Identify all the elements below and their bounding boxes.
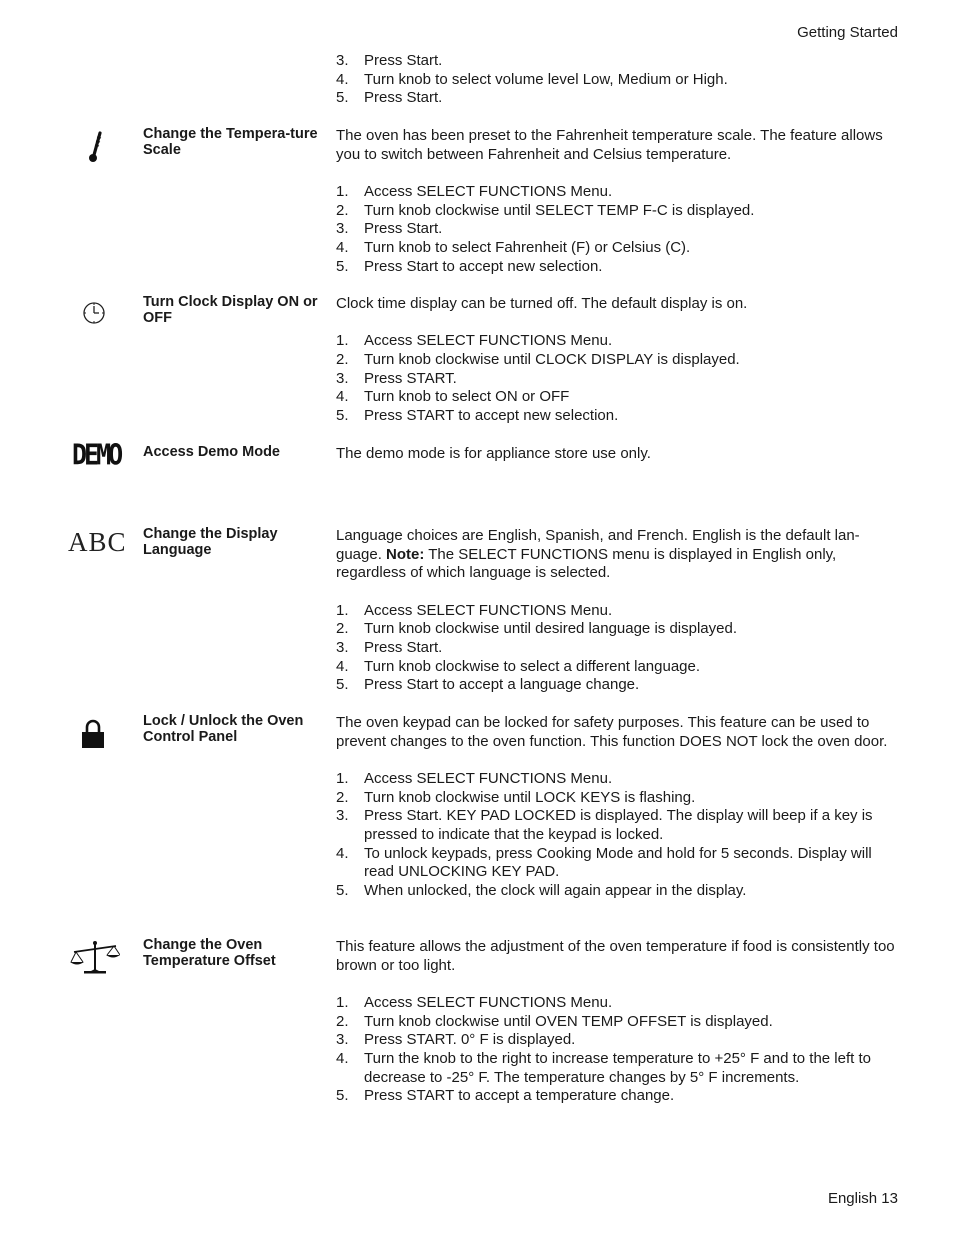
step-list <box>336 770 898 901</box>
step-text: Press START to accept new selection. <box>364 407 619 425</box>
clock-icon <box>82 301 106 325</box>
step-text: Press Start. <box>364 52 443 69</box>
step-item <box>336 370 898 389</box>
step-number: 5. <box>336 407 349 425</box>
step-number: 1. <box>336 769 349 787</box>
step-number: 2. <box>336 350 349 368</box>
step-text: Turn knob clockwise until CLOCK DISPLAY is displayed. <box>364 350 740 368</box>
section-title: Turn Clock Display ON or OFF <box>143 294 318 326</box>
step-item <box>336 807 898 844</box>
step-item <box>336 351 898 370</box>
step-text: Access SELECT FUNCTIONS Menu. <box>364 332 613 350</box>
step-text: Turn knob to select volume level Low, Medium or High. <box>364 70 728 88</box>
step-text: Turn knob clockwise until desired language is displayed. <box>364 620 737 638</box>
step-item <box>336 845 898 882</box>
step-number: 2. <box>336 788 349 806</box>
step-list <box>336 602 898 696</box>
intro-text-b: The SELECT FUNCTIONS menu is displayed in English only, regardless of which language is selected. <box>336 545 837 582</box>
step-number: 1. <box>336 332 349 350</box>
section-intro: Clock time display can be turned off. The default display is on. <box>336 295 748 312</box>
step-number: 4. <box>336 844 349 862</box>
step-text: Turn knob clockwise to select a different language. <box>364 657 701 675</box>
step-text: Turn knob clockwise until LOCK KEYS is flashing. <box>364 788 696 806</box>
step-number: 3. <box>336 220 349 238</box>
step-item <box>336 1050 898 1087</box>
step-item <box>336 52 898 71</box>
step-item <box>336 89 898 108</box>
step-number: 1. <box>336 993 349 1011</box>
step-text: Press Start. <box>364 220 443 238</box>
step-text: Press START. <box>364 369 457 387</box>
section-title: Change the Oven Temperature Offset <box>143 937 276 969</box>
section-intro: The oven keypad can be locked for safety purposes. This feature can be used to prevent changes to the oven function. This function DOES NOT lock the oven door. <box>336 714 888 750</box>
demo-icon: DEMO <box>72 438 121 472</box>
step-item <box>336 770 898 789</box>
step-text: Turn knob clockwise until OVEN TEMP OFFSET is displayed. <box>364 1012 773 1030</box>
step-item <box>336 994 898 1013</box>
step-text: When unlocked, the clock will again appear in the display. <box>364 882 747 900</box>
step-text: Access SELECT FUNCTIONS Menu. <box>364 601 613 619</box>
step-text: Access SELECT FUNCTIONS Menu. <box>364 993 613 1011</box>
section-title: Change the Display Language <box>143 526 278 558</box>
step-number: 2. <box>336 620 349 638</box>
page-header-title: Getting Started <box>797 24 898 41</box>
section-title: Lock / Unlock the Oven Control Panel <box>143 713 304 745</box>
intro-text-a: Language choices are English, Spanish, and French. English is the default lan-guage. <box>336 527 860 563</box>
step-text: Press Start to accept a language change. <box>364 676 640 694</box>
step-item <box>336 1087 898 1106</box>
step-item <box>336 1031 898 1050</box>
step-item <box>336 388 898 407</box>
padlock-icon <box>80 719 106 749</box>
step-number: 3. <box>336 52 349 69</box>
step-item <box>336 658 898 677</box>
step-text: To unlock keypads, press Cooking Mode and hold for 5 seconds. Display will read UNLOCKING KEY PAD. <box>364 844 872 881</box>
step-item <box>336 676 898 695</box>
section-intro <box>336 527 898 583</box>
step-number: 3. <box>336 369 349 387</box>
step-number: 1. <box>336 182 349 200</box>
page-number: English 13 <box>827 1190 898 1207</box>
step-item <box>336 639 898 658</box>
step-number: 4. <box>336 1050 349 1068</box>
step-number: 4. <box>336 70 349 88</box>
step-number: 3. <box>336 639 349 657</box>
step-item <box>336 882 898 901</box>
step-item <box>336 202 898 221</box>
step-item <box>336 183 898 202</box>
step-number: 5. <box>336 257 349 275</box>
step-text: Turn knob to select Fahrenheit (F) or Celsius (C). <box>364 239 691 257</box>
abc-icon: ABC <box>68 527 127 557</box>
section-title: Change the Tempera-ture Scale <box>143 126 318 158</box>
step-item <box>336 258 898 277</box>
step-list <box>336 52 898 108</box>
step-number: 4. <box>336 388 349 406</box>
step-text: Turn the knob to the right to increase temperature to +25° F and to the left to decrease to -25° F. The temperature changes by 5° F increments. <box>364 1050 871 1086</box>
step-item <box>336 407 898 426</box>
step-list <box>336 183 898 277</box>
step-text: Press Start to accept new selection. <box>364 257 603 275</box>
step-item <box>336 1013 898 1032</box>
section-intro: The demo mode is for appliance store use only. <box>336 445 651 462</box>
step-number: 5. <box>336 1087 349 1105</box>
step-text: Turn knob to select ON or OFF <box>364 388 570 406</box>
step-item <box>336 239 898 258</box>
step-text: Access SELECT FUNCTIONS Menu. <box>364 182 613 200</box>
step-number: 1. <box>336 601 349 619</box>
step-number: 2. <box>336 1012 349 1030</box>
step-list <box>336 994 898 1106</box>
step-text: Press Start. <box>364 639 443 657</box>
step-text: Press Start. KEY PAD LOCKED is displayed. The display will beep if a key is pressed to indicate that the keypad is locked. <box>364 807 873 844</box>
step-item <box>336 220 898 239</box>
step-text: Access SELECT FUNCTIONS Menu. <box>364 769 613 787</box>
step-item <box>336 620 898 639</box>
section-title: Access Demo Mode <box>143 444 280 460</box>
balance-scale-icon <box>70 940 120 976</box>
step-number: 3. <box>336 1031 349 1049</box>
step-item <box>336 71 898 90</box>
step-item <box>336 602 898 621</box>
step-text: Press START to accept a temperature change. <box>364 1087 675 1105</box>
section-intro: This feature allows the adjustment of the oven temperature if food is consistently too brown or too light. <box>336 938 895 974</box>
step-number: 5. <box>336 676 349 694</box>
step-number: 5. <box>336 89 349 107</box>
step-item <box>336 332 898 351</box>
section-intro: The oven has been preset to the Fahrenheit temperature scale. The feature allows you to switch between Fahrenheit and Celsius temperature. <box>336 127 883 163</box>
step-number: 3. <box>336 807 349 825</box>
step-text: Turn knob clockwise until SELECT TEMP F-C is displayed. <box>364 201 755 219</box>
step-number: 5. <box>336 882 349 900</box>
step-text: Press Start. <box>364 89 443 107</box>
step-number: 4. <box>336 239 349 257</box>
step-number: 4. <box>336 657 349 675</box>
step-list <box>336 332 898 426</box>
thermometer-icon <box>86 131 108 165</box>
step-number: 2. <box>336 201 349 219</box>
note-label: Note: <box>386 545 425 563</box>
step-item <box>336 789 898 808</box>
step-text: Press START. 0° F is displayed. <box>364 1031 576 1049</box>
